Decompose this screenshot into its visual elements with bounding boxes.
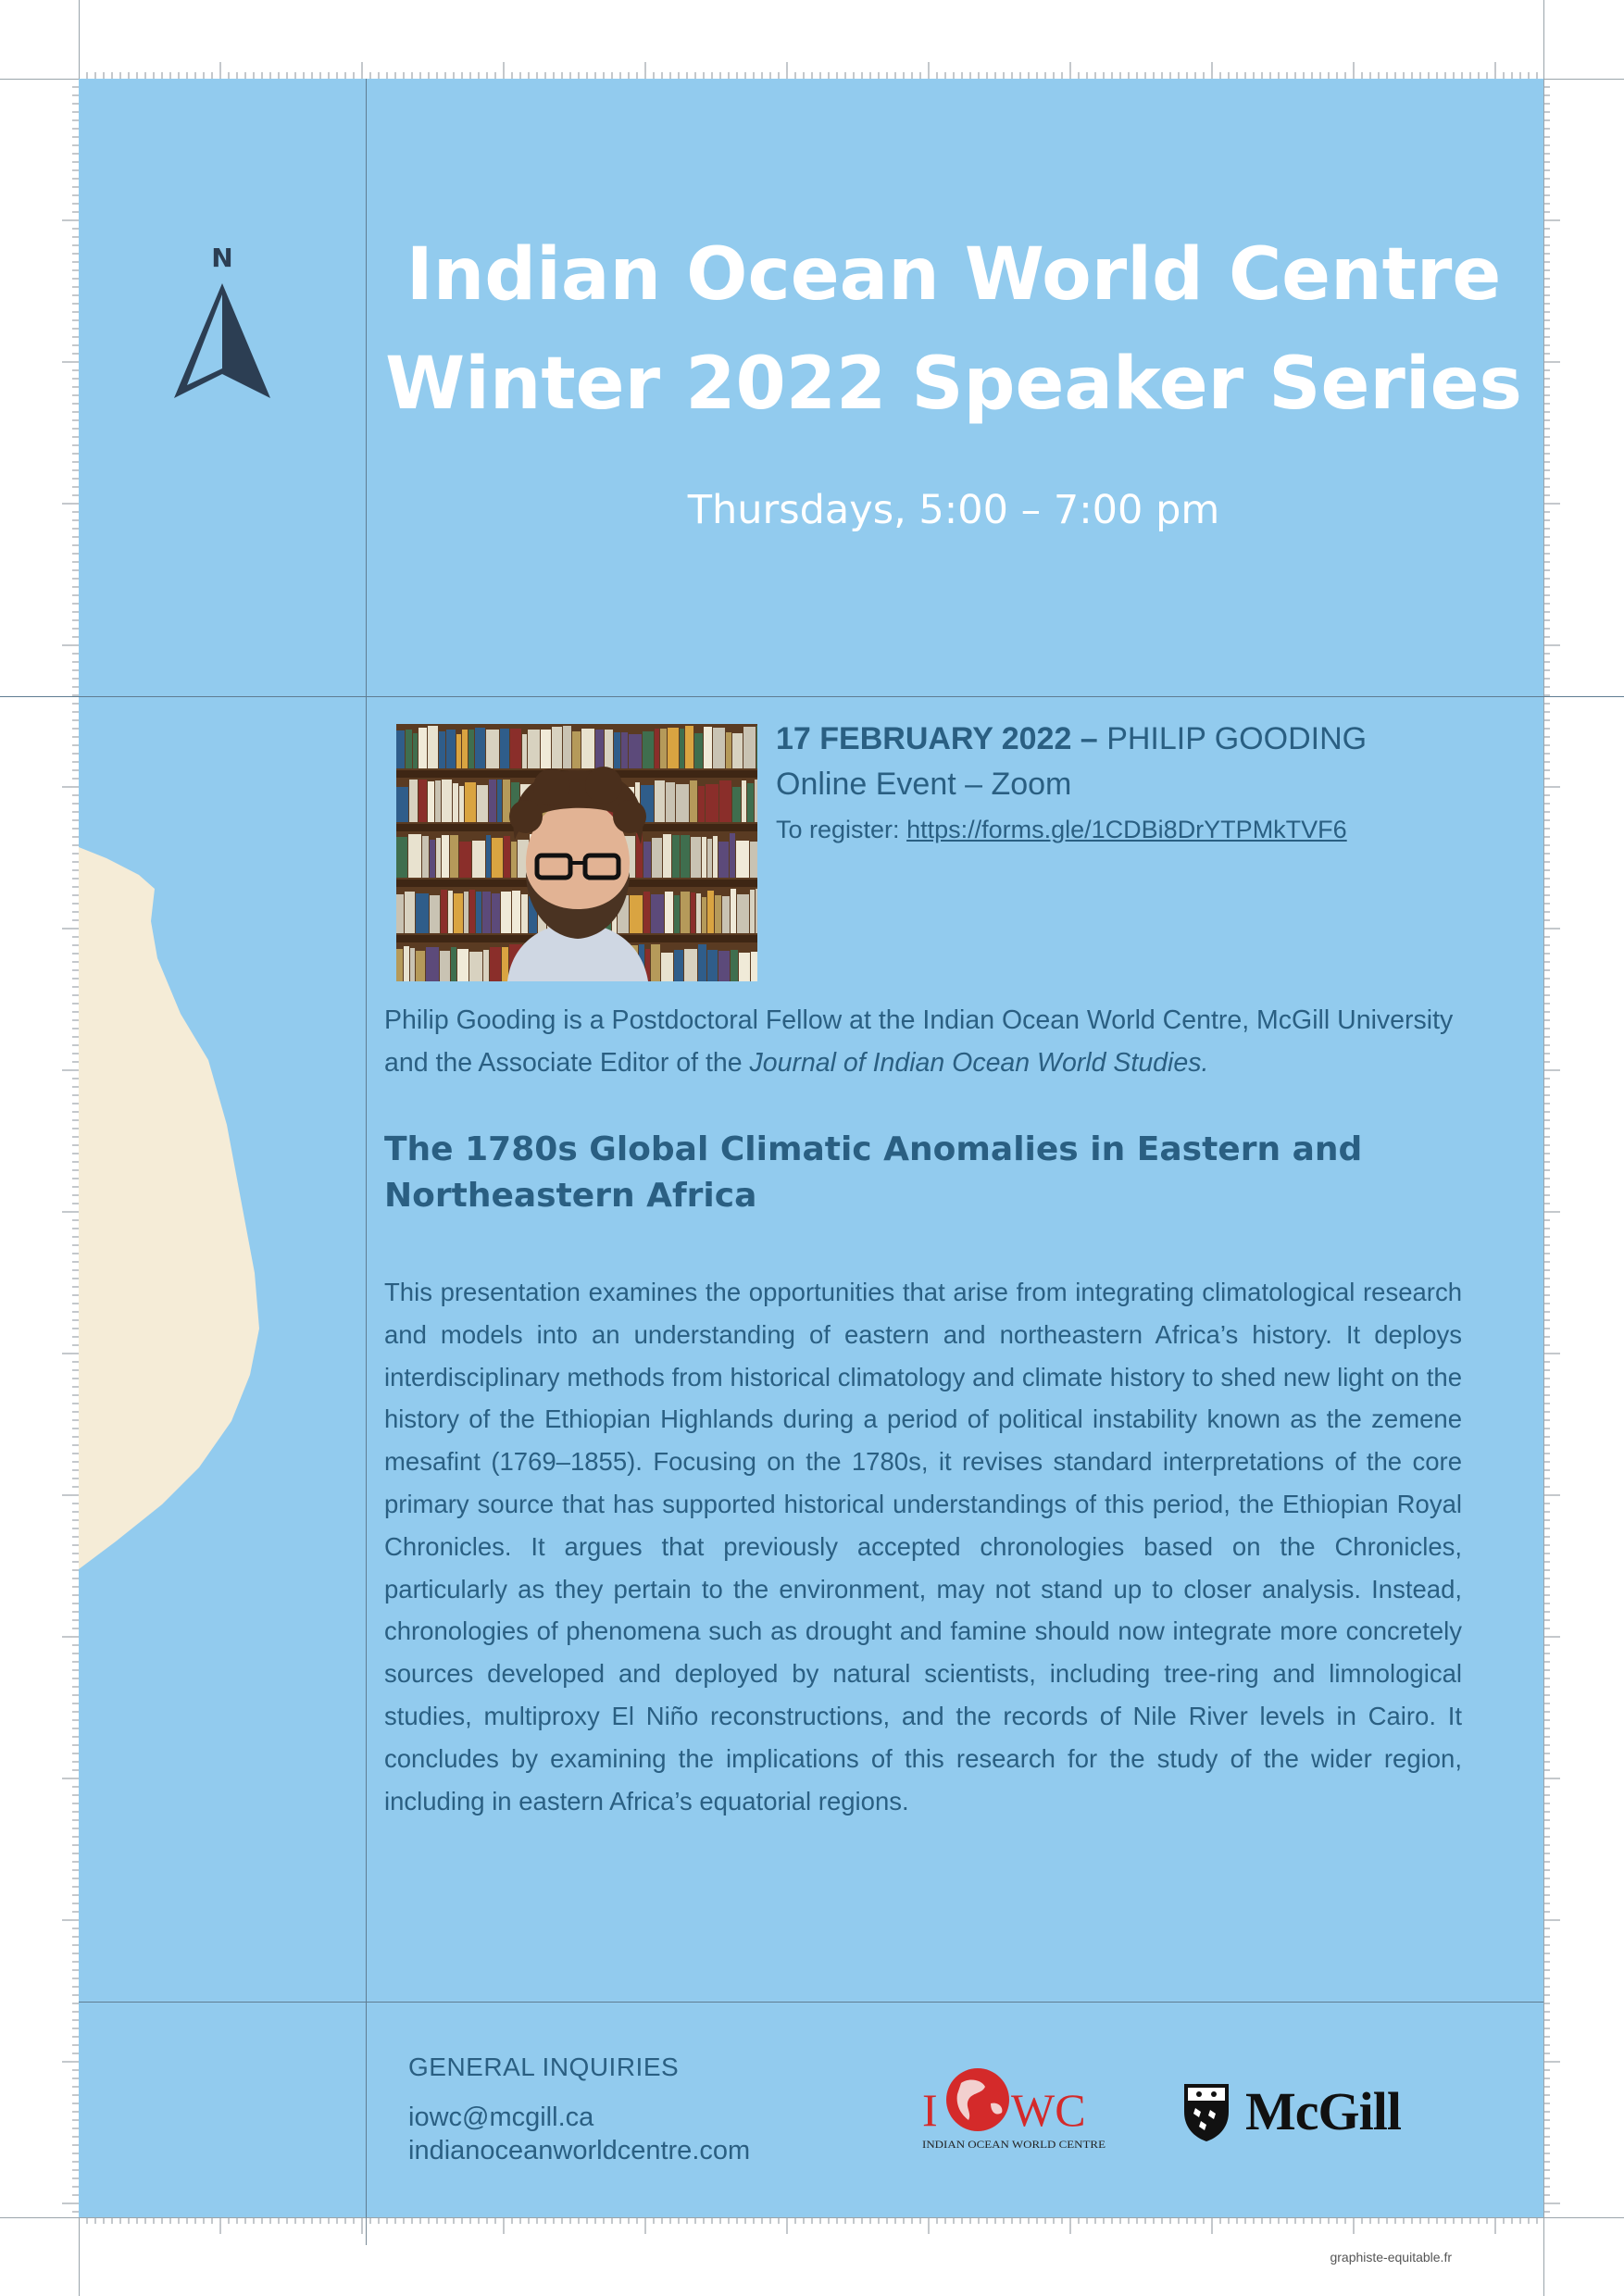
- register-link[interactable]: https://forms.gle/1CDBi8DrYTPMkTVF6: [906, 816, 1347, 843]
- grid-divider-header: [0, 696, 1624, 697]
- journal-title: Journal of Indian Ocean World Studies.: [749, 1048, 1209, 1078]
- grid-divider-footer: [79, 2002, 1543, 2003]
- event-date: 17 FEBRUARY 2022 –: [776, 721, 1098, 756]
- series-title-line1: Indian Ocean World Centre: [406, 233, 1502, 317]
- mcgill-crest-icon: [1181, 2078, 1232, 2143]
- talk-abstract: This presentation examines the opportunities that arise from integrating climatological research and models into an understanding of eastern and northeastern Africa’s history. It deploys interdisciplinary methods from historical climatology and climate history to shed new light on the history of the Ethiopian Highlands during a period of political instability known as the zemene mesafint (1769–1855). Focusing on the 1780s, it revises standard interpretations of the core primary source that has supported historical understandings of this period, the Ethiopian Royal Chronicles. It argues that previously accepted chronologies based on the Chronicles, particularly as they pertain to the environment, may not stand up to closer analysis. Instead, chronologies of phenomena such as drought and famine should now integrate more concretely sources developed and deployed by natural scientists, including tree-ring and limnological studies, multiproxy El Niño reconstructions, and the records of Nile River levels in Cairo. It concludes by examining the implications of this research for the study of the wider region, including in eastern Africa’s equatorial regions.: [384, 1278, 1462, 1816]
- grid-divider-vertical-extension: [366, 2217, 367, 2245]
- talk-title: The 1780s Global Climatic Anomalies in Eastern and Northeastern Africa: [384, 1130, 1363, 1215]
- africa-coastline-map: [79, 847, 264, 1569]
- contact-info: [408, 2049, 750, 2167]
- inquiries-label: GENERAL INQUIRIES: [408, 2053, 680, 2081]
- left-ruler: [60, 79, 79, 2217]
- event-date-speaker: [776, 718, 1517, 759]
- event-details: [776, 718, 1517, 850]
- trim-line-right: [1543, 0, 1544, 2296]
- globe-icon: [946, 2068, 1009, 2131]
- series-title: [370, 220, 1537, 439]
- designer-credit: graphiste-equitable.fr: [1330, 2250, 1452, 2265]
- event-format: Online Event – Zoom: [776, 767, 1072, 802]
- speaker-bio: [384, 999, 1468, 1084]
- bottom-ruler: [79, 2217, 1543, 2236]
- register-label: To register:: [776, 816, 900, 843]
- trim-line-bottom: [0, 2217, 1624, 2218]
- series-schedule: Thursdays, 5:00 – 7:00 pm: [687, 487, 1220, 533]
- contact-website[interactable]: indianoceanworldcentre.com: [408, 2136, 751, 2165]
- speaker-bio-text: Philip Gooding is a Postdoctoral Fellow at the Indian Ocean World Centre, McGill University and the Associate Editor of the: [384, 1005, 1454, 1078]
- svg-text:I: I: [922, 2084, 938, 2136]
- svg-text:WC: WC: [1011, 2084, 1086, 2136]
- speaker-photo: [396, 724, 757, 981]
- right-ruler: [1543, 79, 1562, 2217]
- compass-north-label: N: [211, 243, 233, 273]
- event-registration: [776, 809, 1517, 850]
- iowc-logo-subtitle: INDIAN OCEAN WORLD CENTRE: [922, 2140, 1106, 2151]
- mcgill-logo: [1181, 2078, 1440, 2143]
- compass: [171, 243, 273, 409]
- grid-divider-vertical: [366, 79, 367, 2217]
- mcgill-wordmark: McGill: [1245, 2081, 1401, 2141]
- north-arrow-icon: [174, 283, 270, 404]
- event-speaker: PHILIP GOODING: [1106, 721, 1368, 756]
- top-ruler: [79, 60, 1543, 79]
- series-title-line2: Winter 2022 Speaker Series: [385, 343, 1522, 426]
- contact-email[interactable]: iowc@mcgill.ca: [408, 2103, 594, 2132]
- iowc-logo: [917, 2059, 1111, 2161]
